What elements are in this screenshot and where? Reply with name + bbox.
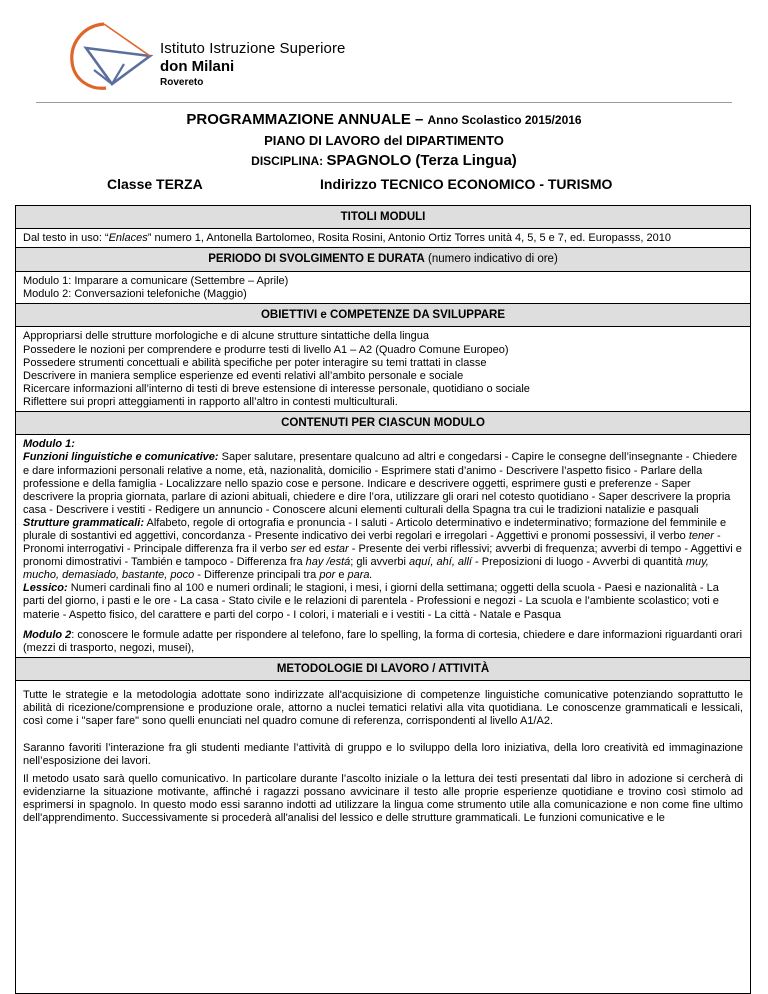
section-body-titoli — [16, 229, 750, 248]
paragraph: Il metodo usato sarà quello comunicativo. In particolare durante l’ascolto iniziale o la lettura dei testi presentati dal libro in adozione si cercherà di evidenziarne la situazione motivante, affinché i ragazzi possano avvicinare il testo alle proprie esperienze quotidiane e trovino così stimolo ad esprimersi in spagnolo. In questo modo essi saranno indotti ad utilizzare la lingua come strumento utile alla comunicazione e non come fine ultimo dell'apprendimento. Successivamente si procederà all'analisi del lessico e delle strutture grammaticali. Le funzioni comunicative e le — [23, 772, 743, 824]
titoli-text-c: ” numero 1, Antonella Bartolomeo, Rosita Rosini, Antonio Ortiz Torres unità 4, 5, 5 e 7, ed. Europasss, 2010 — [147, 232, 671, 245]
hay-esta: hay /está — [305, 556, 351, 569]
lessico-label: Lessico: — [23, 582, 68, 595]
strutture-text-6: - Preposizioni di luogo - Avverbi di quantità — [472, 556, 686, 569]
list-item: Appropriarsi delle strutture morfologiche e di alcune strutture sintattiche della lingua — [23, 330, 429, 343]
logo-line-3: Rovereto — [160, 77, 204, 88]
list-item: Riflettere sui propri atteggiamenti in rapporto all’altro in contesti multiculturali. — [23, 395, 398, 408]
list-item: Possedere strumenti concettuali e abilità specifiche per poter interagire su temi trattati in classe — [23, 356, 487, 369]
modulo-2-title: Modulo 2 — [23, 628, 72, 641]
aqui-ahi-alli: aquí, ahí, allí — [409, 556, 472, 569]
header-divider — [36, 102, 732, 103]
discipline-title — [0, 152, 768, 169]
section-body-contenuti — [16, 435, 750, 658]
section-heading-metodologie: METODOLOGIE DI LAVORO / ATTIVITÀ — [16, 658, 750, 681]
word-por: por — [319, 569, 336, 582]
verb-estar: estar — [324, 543, 349, 556]
modulo-1-title: Modulo 1: — [23, 438, 75, 451]
discipline-value: SPAGNOLO (Terza Lingua) — [326, 152, 517, 169]
section-body-obiettivi — [16, 327, 750, 412]
school-emblem-icon — [64, 18, 156, 93]
list-item: Ricercare informazioni all’interno di testi di breve estensione di interesse personale, quotidiano o sociale — [23, 382, 530, 395]
verb-ser: ser — [290, 543, 306, 556]
section-heading-titoli: TITOLI MODULI — [16, 206, 750, 229]
school-logo — [64, 18, 364, 93]
list-item: Modulo 1: Imparare a comunicare (Settembre – Aprile) — [23, 274, 289, 287]
logo-line-1: Istituto Istruzione Superiore — [160, 40, 346, 57]
textbook-title: Enlaces — [108, 232, 148, 245]
paragraph: Tutte le strategie e la metodologia adottate sono indirizzate all'acquisizione di competenze linguistiche comunicative potenziando soprattutto le abilità di ricezione/comprensione e produzione orale, attorno a nuclei tematici relativi alla vita quotidiana. Le conoscenze grammaticali e lessicali, così come i "saper fare" sono quelli enunciati nel quadro comune di referenza, corrispondenti al livello A1/A2. — [23, 689, 743, 728]
department-plan-title: PIANO DI LAVORO del DIPARTIMENTO — [264, 133, 504, 148]
strutture-text-5: ; gli avverbi — [350, 556, 409, 569]
strutture-text-1: Alfabeto, regole di ortografia e pronuncia - I saluti - Articolo determinativo e indeterminativo; formazione del femminile e plurale di sostantivi ed aggettivi, concordanza - Presente indicativo dei verbi regolari e irregolari - Aggettivi e pronomi possessivi, il verbo — [23, 516, 727, 542]
periodo-heading-text: PERIODO DI SVOLGIMENTO E DURATA — [208, 253, 425, 266]
list-item: Modulo 2: Conversazioni telefoniche (Maggio) — [23, 287, 247, 300]
class-label: Classe TERZA — [107, 176, 203, 192]
funzioni-label: Funzioni linguistiche e comunicative: — [23, 451, 219, 464]
list-item: Descrivere in maniera semplice esperienze ed eventi relativi all’ambito personale e sociale — [23, 369, 464, 382]
section-heading-contenuti: CONTENUTI PER CIASCUN MODULO — [16, 412, 750, 435]
verb-tener: tener — [688, 530, 714, 542]
paragraph: Saranno favoriti l’interazione fra gli studenti mediante l’attività di gruppo e lo sviluppo della loro iniziativa, della loro creatività ed immaginazione nell’esposizione dei lavori. — [23, 741, 743, 767]
section-body-metodologie — [16, 681, 750, 827]
title-main: PROGRAMMAZIONE ANNUALE – — [186, 111, 428, 128]
section-heading-obiettivi: OBIETTIVI e COMPETENZE DA SVILUPPARE — [16, 304, 750, 327]
titoli-text-a: Dal testo in uso: “ — [23, 232, 109, 245]
list-item: Possedere le nozioni per comprendere e produrre testi di livello A1 – A2 (Quadro Comune Europeo) — [23, 343, 509, 356]
strutture-text-3: ed — [305, 543, 325, 556]
document-title — [0, 111, 768, 128]
modulo-2-text: : conoscere le formule adatte per rispondere al telefono, fare lo spelling, la forma di cortesia, chiedere e dare informazioni riguardanti orari (mezzi di trasporto, negozi, musei), — [23, 628, 743, 654]
indirizzo-label: Indirizzo TECNICO ECONOMICO - TURISMO — [320, 176, 613, 192]
section-body-periodo — [16, 272, 750, 304]
strutture-text-4: - Presente dei verbi riflessivi; avverbi di frequenza; avverbi di tempo - Aggettivi e pronomi dimostrativi - También e tampoco - Differenza fra — [23, 543, 742, 569]
school-year: Anno Scolastico 2015/2016 — [427, 113, 582, 127]
section-heading-periodo — [16, 248, 750, 271]
strutture-label: Strutture grammaticali: — [23, 516, 145, 529]
strutture-text-8: e — [335, 569, 348, 582]
logo-line-2: don Milani — [160, 58, 235, 75]
periodo-heading-note: (numero indicativo di ore) — [424, 253, 558, 266]
word-para: para. — [347, 569, 373, 582]
strutture-text-2: - Pronomi interrogativi - Principale differenza fra il verbo — [23, 530, 721, 556]
adverbs-quantity: muy, mucho, demasiado, bastante, poco — [23, 556, 709, 582]
lessico-text: Numeri cardinali fino al 100 e numeri ordinali; le stagioni, i mesi, i giorni della settimana; oggetti della scuola - Paesi e nazionalità - La parti del giorno, i pasti e le ore - La casa - Stato civile e le relazioni di parentela - Professioni e negozi - La scuola e l’ambiente scolastico; voti e materie - Aspetto fisico, del carattere e parti del corpo - I colori, i materiali e i vestiti - La città - Natale e Pasqua — [23, 582, 719, 621]
funzioni-text: Saper salutare, presentare qualcuno ad altri e congedarsi - Capire le consegne dell’insegnante - Chiedere e dare informazioni personali relative a nome, età, nazionalità, domicilio - Esprimere stati d’animo - Descrivere l’aspetto fisico - Parlare della professione e della famiglia - Localizzare nello spazio cose e persone. Indicare e descrivere oggetti, esprimere gusti e preferenze - Saper descrivere la propria giornata, parlare di azioni abituali, chiedere e dire l’ora, utilizzare gli orari nel cotesto quotidiano - Saper descrivere la propria casa - Descrivere i vestiti - Redigere un annuncio - Conoscere alcuni elementi culturali della Spagna tra cui le tradizioni natalizie e pasquali — [23, 451, 738, 516]
discipline-label: DISCIPLINA: — [251, 154, 327, 168]
strutture-text-7: - Differenze principali tra — [194, 569, 320, 582]
program-table — [15, 205, 751, 994]
